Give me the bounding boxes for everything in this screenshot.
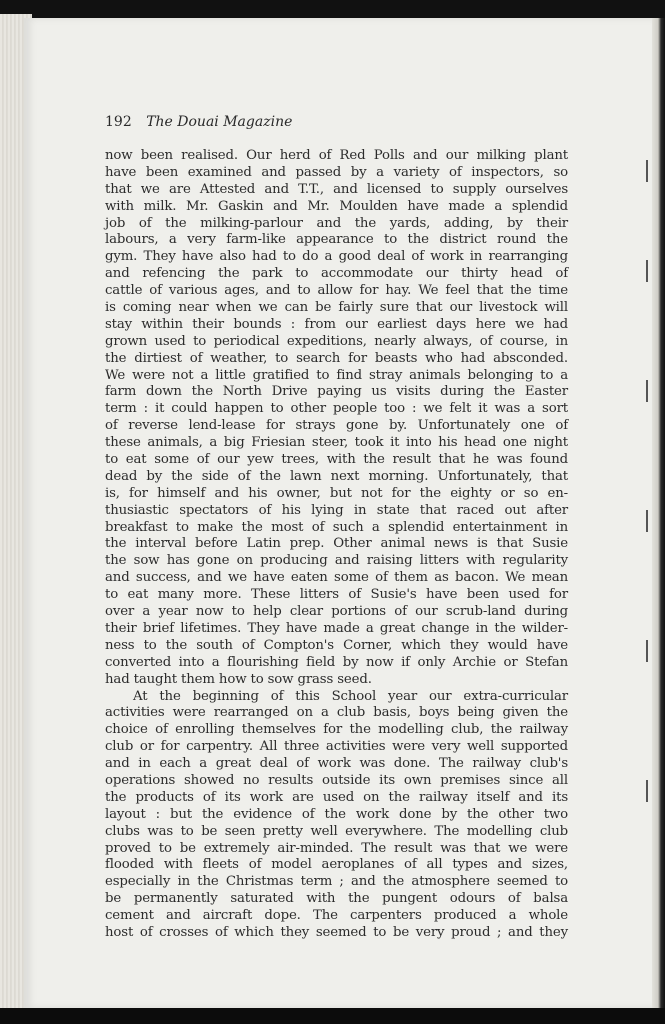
text-line: be permanently saturated with the pungent odours of balsa [105, 891, 568, 907]
running-title: The Douai Magazine [146, 114, 293, 130]
text-line: is, for himself and his owner, but not for the eighty or so en- [105, 485, 568, 501]
text-line: that we are Attested and T.T., and licensed to supply ourselves [105, 181, 568, 197]
text-line: gym. They have also had to do a good deal of work in rearranging [105, 249, 568, 265]
text-line: especially in the Christmas term ; and the atmosphere seemed to [105, 874, 568, 890]
margin-mark [646, 510, 648, 532]
text-line: clubs was to be seen pretty well everywhere. The modelling club [105, 823, 568, 839]
text-line: is coming near when we can be fairly sure that our livestock will [105, 300, 568, 316]
text-line: now been realised. Our herd of Red Polls and our milking plant [105, 148, 568, 163]
text-line: We were not a little gratified to find stray animals belonging to a [105, 367, 568, 383]
margin-mark [646, 780, 648, 802]
text-line: the dirtiest of weather, to search for beasts who had absconded. [105, 350, 568, 366]
text-line: term : it could happen to other people too : we felt it was a sort [105, 401, 568, 417]
text-line: cattle of various ages, and to allow for hay. We feel that the time [105, 283, 568, 299]
text-line: farm down the North Drive paying us visits during the Easter [105, 384, 568, 400]
text-line: their brief lifetimes. They have made a great change in the wilder- [105, 620, 568, 636]
text-line: proved to be extremely air-minded. The result was that we were [105, 840, 568, 856]
text-line: cement and aircraft dope. The carpenters produced a whole [105, 908, 568, 924]
margin-mark [646, 260, 648, 282]
text-line: grown used to periodical expeditions, nearly always, of course, in [105, 333, 568, 349]
text-line: host of crosses of which they seemed to be very proud ; and they [105, 924, 568, 940]
text-line: operations showed no results outside its own premises since all [105, 772, 568, 788]
text-line: breakfast to make the most of such a splendid entertainment in [105, 519, 568, 535]
text-line: thusiastic spectators of his lying in state that raced out after [105, 502, 568, 518]
running-header [105, 114, 575, 130]
page-right-edge [652, 18, 665, 1008]
text-line: over a year now to help clear portions of our scrub-land during [105, 604, 568, 620]
text-line: converted into a flourishing field by now if only Archie or Stefan [105, 654, 568, 670]
margin-marks [646, 120, 650, 920]
text-line: choice of enrolling themselves for the modelling club, the railway [105, 722, 568, 738]
text-line: these animals, a big Friesian steer, took it into his head one night [105, 435, 568, 451]
text-line: dead by the side of the lawn next morning. Unfortunately, that [105, 468, 568, 484]
text-line: had taught them how to sow grass seed. [105, 671, 372, 687]
scan-bottom-border [0, 1008, 665, 1024]
text-line: stay within their bounds : from our earliest days here we had [105, 316, 568, 332]
text-line: layout : but the evidence of the work done by the other two [105, 806, 568, 822]
page-number: 192 [105, 114, 132, 130]
text-line: have been examined and passed by a variety of inspectors, so [105, 164, 568, 180]
text-line: job of the milking-parlour and the yards, adding, by their [105, 215, 568, 231]
text-line: ness to the south of Compton's Corner, which they would have [105, 637, 568, 653]
text-line: At the beginning of this School year our extra-curricular [133, 688, 568, 704]
text-line: and refencing the park to accommodate our thirty head of [105, 266, 568, 282]
text-line: club or for carpentry. All three activities were very well supported [105, 739, 568, 755]
text-line: to eat many more. These litters of Susie's have been used for [105, 587, 568, 603]
body-text [105, 148, 568, 942]
text-line: activities were rearranged on a club basis, boys being given the [105, 705, 568, 721]
text-line: labours, a very farm-like appearance to the district round the [105, 232, 568, 248]
text-line: flooded with fleets of model aeroplanes of all types and sizes, [105, 857, 568, 873]
margin-mark [646, 160, 648, 182]
text-line: with milk. Mr. Gaskin and Mr. Moulden have made a splendid [105, 198, 568, 214]
text-line: the interval before Latin prep. Other animal news is that Susie [105, 536, 568, 552]
text-line: to eat some of our yew trees, with the result that he was found [105, 452, 568, 468]
text-line: the products of its work are used on the railway itself and its [105, 789, 568, 805]
text-line: and success, and we have eaten some of them as bacon. We mean [105, 570, 568, 586]
margin-mark [646, 380, 648, 402]
margin-mark [646, 640, 648, 662]
text-line: of reverse lend-lease for strays gone by. Unfortunately one of [105, 418, 568, 434]
text-line: the sow has gone on producing and raising litters with regularity [105, 553, 568, 569]
text-line: and in each a great deal of work was done. The railway club's [105, 756, 568, 772]
